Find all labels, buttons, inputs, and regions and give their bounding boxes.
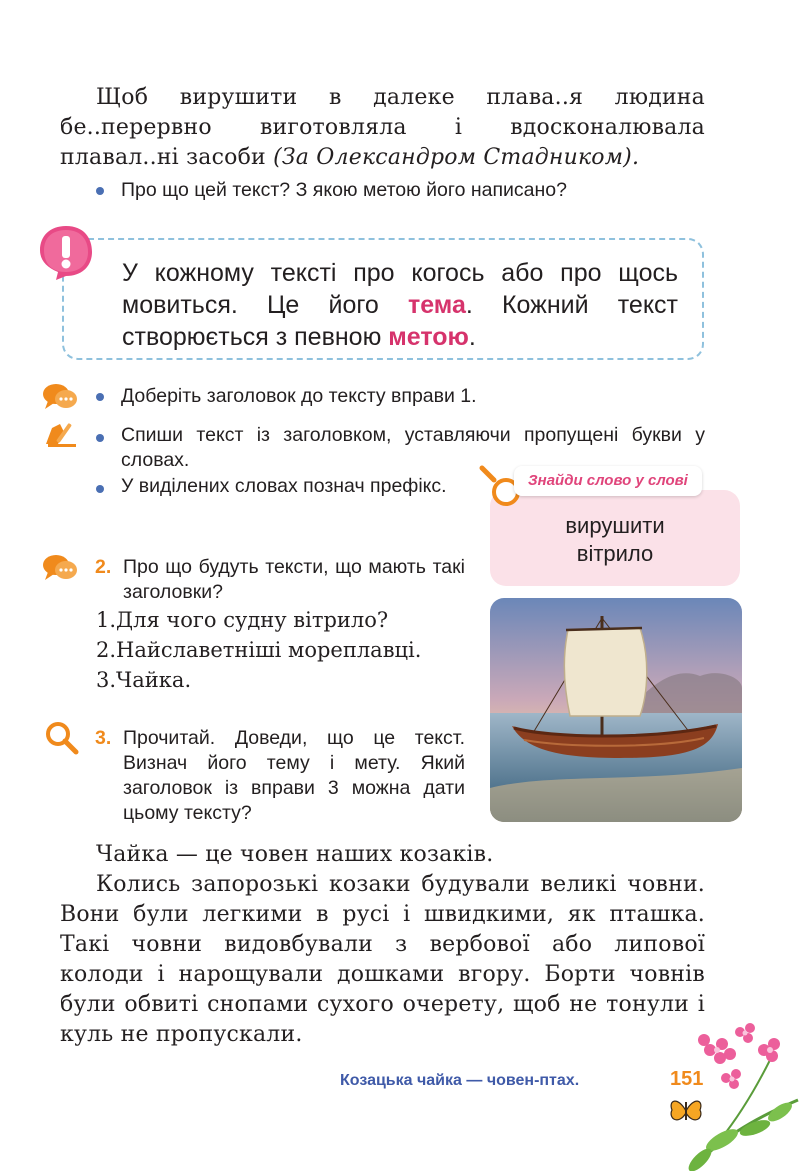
intro-paragraph bbox=[60, 83, 705, 173]
story-line-1-text: Чайка — це човен наших козаків. bbox=[96, 842, 494, 867]
headline-text: Чайка. bbox=[116, 668, 192, 692]
headline-list bbox=[96, 605, 421, 695]
task-2: Спиши текст із заголовком, уставляючи пропущені букви у словах. bbox=[121, 424, 705, 471]
headline-item bbox=[96, 665, 421, 695]
boat-illustration bbox=[490, 598, 742, 822]
magnifier-icon bbox=[44, 720, 80, 756]
story-line-2 bbox=[60, 870, 705, 1050]
rule-part-2: . Кожний текст створюється з певною bbox=[122, 291, 678, 351]
intro-text: Щоб вирушити в далеке плава..я людина бе..перервно виготовляла і вдосконалювала плавал..ні засоби bbox=[60, 85, 705, 170]
find-word-1: вирушити bbox=[565, 513, 665, 538]
discussion-icon bbox=[42, 382, 78, 412]
butterfly-icon bbox=[668, 1094, 704, 1128]
story-text bbox=[60, 840, 705, 1050]
bullet-dot bbox=[96, 434, 104, 442]
exercise-2-num: 2. bbox=[95, 556, 112, 578]
headline-num: 2. bbox=[96, 638, 117, 662]
bullet-dot bbox=[96, 187, 104, 195]
exercise-3-num: 3. bbox=[95, 727, 112, 749]
intro-source: (За Олександром Стадником). bbox=[273, 145, 640, 170]
find-word-words bbox=[490, 512, 740, 568]
exercise-2-text: Про що будуть тексти, що мають такі заголовки? bbox=[123, 556, 465, 603]
rule-text bbox=[122, 257, 678, 353]
term-meta: метою bbox=[388, 323, 469, 351]
headline-num: 1. bbox=[96, 608, 117, 632]
story-line-1 bbox=[60, 840, 705, 870]
page-number: 151 bbox=[670, 1068, 704, 1090]
exercise-2-number bbox=[95, 555, 111, 580]
story-line-2-text: Колись запорозькі козаки будували великі човни. Вони були легкими в русі і швидкими, як пташка. Такі човни видовбували з вербової або липової колоди і нарощували дошками вгору. Борти човнів були обвиті снопами сухого очерету, щоб не тонули і куль не пропускали. bbox=[60, 872, 705, 1047]
headline-item bbox=[96, 635, 421, 665]
headline-num: 3. bbox=[96, 668, 117, 692]
headline-item bbox=[96, 605, 421, 635]
find-word-2: вітрило bbox=[576, 541, 654, 566]
task-3: У виділених словах познач префікс. bbox=[121, 475, 447, 497]
rule-part-1: У кожному тексті про когось або про щось мовиться. Це його bbox=[122, 259, 678, 319]
headline-text: Для чого судну вітрило? bbox=[116, 608, 389, 632]
bullet-dot bbox=[96, 485, 104, 493]
headline-text: Найславетніші мореплавці. bbox=[116, 638, 422, 662]
discussion-icon bbox=[42, 553, 78, 583]
find-word-tag: Знайди слово у слові bbox=[514, 466, 702, 496]
exercise-3-number bbox=[95, 726, 111, 751]
task-1: Доберіть заголовок до тексту вправи 1. bbox=[121, 385, 477, 407]
bullet-dot bbox=[96, 393, 104, 401]
writing-icon bbox=[42, 418, 80, 448]
footer-title: Козацька чайка — човен-птах. bbox=[340, 1072, 580, 1089]
attention-icon bbox=[36, 222, 96, 282]
term-tema: тема bbox=[407, 291, 466, 319]
exercise-3-text: Прочитай. Доведи, що це текст. Визнач його тему і мету. Який заголовок із вправи 3 можна дати цьому тексту? bbox=[123, 727, 465, 824]
question-1: Про що цей текст? З якою метою його написано? bbox=[121, 179, 567, 201]
rule-part-3: . bbox=[468, 323, 476, 351]
